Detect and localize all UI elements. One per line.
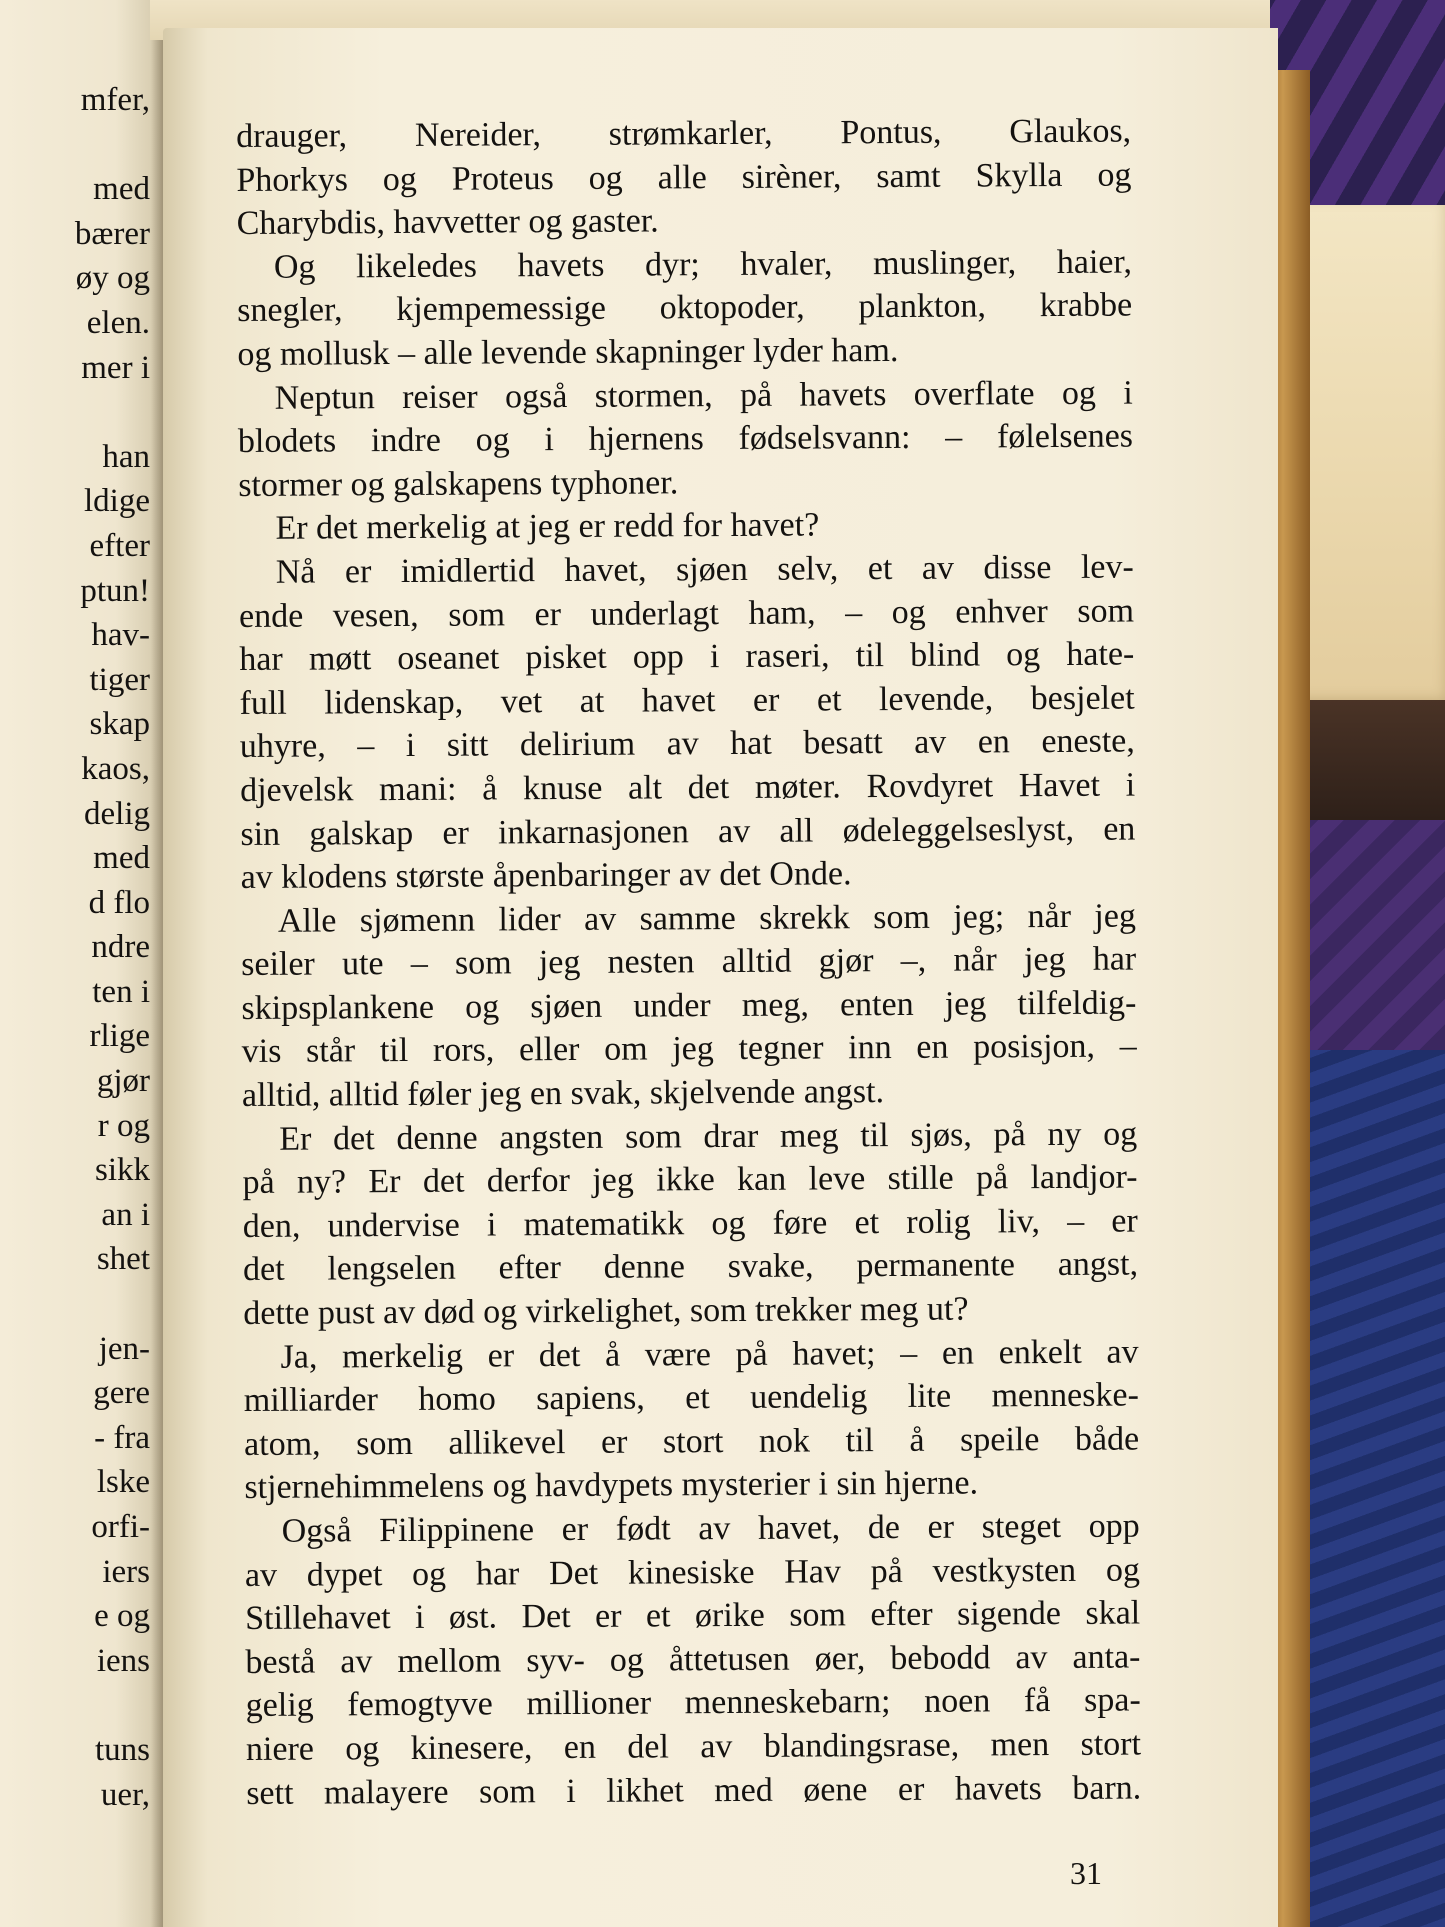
text-line: djevelsk mani: å knuse alt det møter. Rovdyret Havet i: [240, 766, 1136, 809]
left-page-line: ndre: [91, 929, 150, 966]
text-line: Nå er imidlertid havet, sjøen selv, et av disse lev-: [275, 548, 1134, 591]
left-page-line: han: [102, 438, 150, 475]
left-page-line: mer i: [81, 349, 150, 386]
text-line: alltid, alltid føler jeg en svak, skjelvende angst.: [241, 1073, 885, 1115]
page-number: 31: [1070, 1855, 1102, 1891]
text-line: Er det merkelig at jeg er redd for havet?: [275, 506, 820, 548]
wooden-block: [1290, 205, 1445, 705]
text-line: og mollusk – alle levende skapninger lyder ham.: [237, 331, 899, 373]
left-page-line: iers: [102, 1553, 150, 1590]
text-line: blodets indre og i hjernens fødselsvann: – følelsenes: [237, 417, 1134, 461]
text-line: sett malayere som i likhet med øene er havets barn.: [246, 1769, 1142, 1812]
left-page-line: skap: [89, 706, 150, 743]
right-page-text: [236, 110, 1141, 1816]
text-line: skipsplankene og sjøen under meg, enten jeg tilfeldig-: [241, 984, 1137, 1027]
text-line: snegler, kjempemessige oktopoder, plankton, krabbe: [237, 286, 1133, 330]
text-line: Er det denne angsten som drar meg til sjøs, på ny og: [279, 1115, 1138, 1158]
left-page-line: an i: [101, 1196, 150, 1233]
left-page: [0, 0, 165, 1927]
text-line: seiler ute – som jeg nesten alltid gjør –, når jeg har: [241, 940, 1137, 984]
text-line: vis står til rors, eller om jeg tegner inn en posisjon, –: [241, 1027, 1137, 1071]
text-line: ende vesen, som er underlagt ham, – og enhver som: [238, 592, 1135, 635]
text-line: atom, som allikevel er stort nok til å speile både: [244, 1420, 1140, 1463]
text-line: av klodens største åpenbaringer av det Onde.: [240, 855, 852, 897]
left-page-line: sikk: [94, 1152, 150, 1189]
text-line: på ny? Er det derfor jeg ikke kan leve stille på landjor-: [242, 1158, 1138, 1202]
wooden-block-shadow: [1290, 700, 1445, 820]
left-page-line: ldige: [84, 483, 150, 520]
text-line: sin galskap er inkarnasjonen av all ødeleggelseslyst, en: [240, 810, 1136, 853]
left-page-line: med: [93, 840, 150, 877]
left-page-line: øy og: [75, 260, 150, 297]
left-page-line: orfi-: [91, 1509, 150, 1545]
left-page-line: hav-: [91, 617, 150, 654]
text-line: drauger, Nereider, strømkarler, Pontus, Glaukos,: [236, 112, 1132, 155]
text-line: Phorkys og Proteus og alle sirèner, samt Skylla og: [236, 156, 1132, 199]
left-page-line: gjør: [96, 1063, 150, 1100]
left-page-line: gere: [93, 1375, 150, 1412]
left-page-line: iens: [96, 1642, 150, 1679]
left-page-line: jen-: [98, 1330, 150, 1367]
text-line: dette pust av død og virkelighet, som trekker meg ut?: [243, 1290, 969, 1333]
text-line: Og likeledes havets dyr; hvaler, muslinger, haier,: [273, 243, 1133, 286]
text-line: stormer og galskapens typhoner.: [238, 464, 679, 504]
left-page-line: shet: [96, 1241, 150, 1278]
text-line: milliarder homo sapiens, et uendelig lite menneske-: [243, 1376, 1139, 1420]
left-page-line: ptun!: [80, 572, 150, 609]
left-page-line: e og: [94, 1598, 150, 1635]
text-line: Neptun reiser også stormen, på havets overflate og i: [274, 374, 1133, 417]
left-page-line: uer,: [100, 1776, 150, 1813]
left-page-line: tiger: [89, 661, 150, 698]
left-page-line: mfer,: [80, 82, 150, 118]
text-line: av dypet og har Det kinesiske Hav på vestkysten og: [244, 1551, 1141, 1594]
text-line: Charybdis, havvetter og gaster.: [236, 202, 659, 243]
text-line: uhyre, – i sitt delirium av hat besatt av en eneste,: [239, 722, 1135, 766]
left-page-line: tuns: [94, 1731, 150, 1768]
left-page-line: efter: [89, 527, 150, 564]
text-line: stjernehimmelens og havdypets mysterier i sin hjerne.: [244, 1464, 979, 1507]
left-page-line: - fra: [94, 1419, 150, 1456]
text-line: Også Filippinene er født av havet, de er steget opp: [281, 1507, 1140, 1550]
left-page-line: kaos,: [81, 750, 150, 787]
text-line: bestå av mellom syv- og åttetusen øer, bebodd av anta-: [245, 1638, 1141, 1681]
text-line: Ja, merkelig er det å være på havet; – en enkelt av: [280, 1333, 1139, 1376]
text-line: Alle sjømenn lider av samme skrekk som jeg; når jeg: [277, 897, 1137, 940]
text-line: har møtt oseanet pisket opp i raseri, til blind og hate-: [239, 635, 1135, 679]
left-page-line: rlige: [89, 1018, 150, 1055]
text-line: gelig femogtyve millioner menneskebarn; noen få spa-: [245, 1681, 1141, 1725]
left-page-line: bærer: [74, 215, 150, 252]
text-line: full lidenskap, vet at havet er et levende, besjelet: [239, 679, 1135, 722]
left-page-line: r og: [97, 1107, 150, 1144]
left-page-line: delig: [84, 795, 150, 832]
left-page-text: [0, 78, 150, 1817]
text-line: det lengselen efter denne svake, permanente angst,: [242, 1245, 1139, 1289]
left-page-line: d flo: [88, 884, 150, 921]
left-page-line: lske: [96, 1464, 150, 1501]
left-page-line: elen.: [86, 304, 150, 341]
text-line: den, undervise i matematikk og føre et rolig liv, – er: [242, 1202, 1138, 1245]
left-page-line: ten i: [92, 973, 150, 1010]
left-page-line: med: [93, 171, 150, 208]
text-line: niere og kinesere, en del av blandingsrase, men stort: [245, 1725, 1142, 1768]
text-line: Stillehavet i øst. Det er et ørike som efter sigende skal: [245, 1594, 1141, 1638]
